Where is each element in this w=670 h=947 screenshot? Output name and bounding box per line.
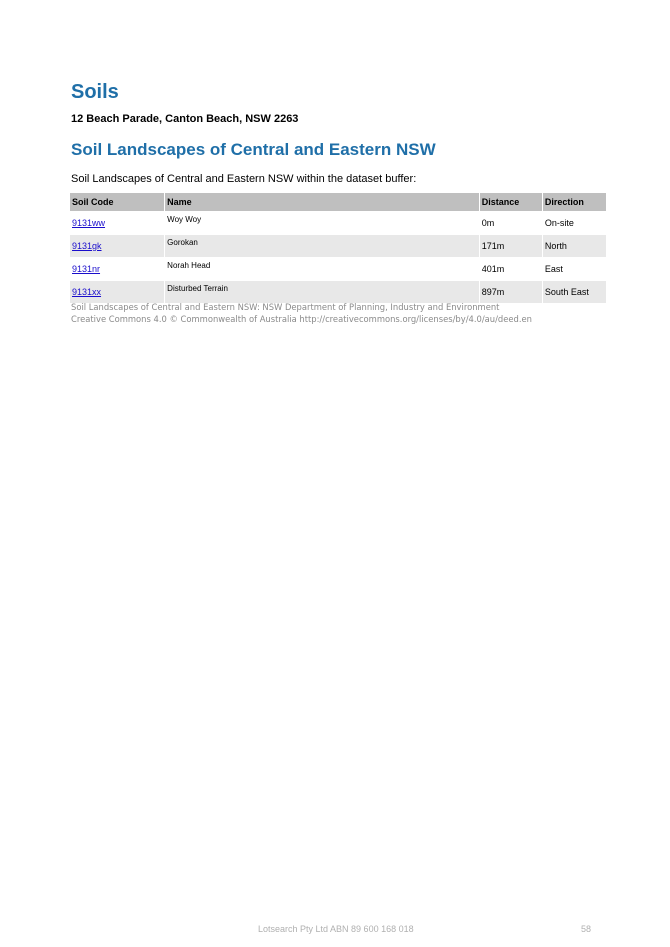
section-intro: Soil Landscapes of Central and Eastern NSW within the dataset buffer: (71, 173, 417, 185)
table-row (70, 212, 606, 234)
distance-cell: 897m (480, 281, 542, 303)
soil-code-link[interactable]: 9131xx (72, 287, 102, 297)
direction-cell: East (543, 258, 606, 280)
soil-code-link[interactable]: 9131gk (72, 241, 102, 251)
direction-cell: On-site (543, 212, 606, 234)
soil-name-cell: Gorokan (165, 235, 479, 257)
license-attribution: Creative Commons 4.0 © Commonwealth of Australia http://creativecommons.org/licenses/by/4.0/au/deed.en (71, 314, 532, 324)
table-row (70, 235, 606, 257)
distance-cell: 401m (480, 258, 542, 280)
table-row (70, 258, 606, 280)
soil-name-cell: Norah Head (165, 258, 479, 280)
site-address: 12 Beach Parade, Canton Beach, NSW 2263 (71, 113, 299, 125)
soil-code-cell (70, 212, 164, 234)
table-header-row (70, 193, 606, 211)
data-source-note (71, 301, 532, 325)
section-title: Soil Landscapes of Central and Eastern NSW (71, 140, 436, 159)
soil-code-link[interactable]: 9131ww (72, 218, 106, 228)
soil-code-cell (70, 235, 164, 257)
column-header-direction: Direction (543, 193, 606, 211)
soil-name-cell: Disturbed Terrain (165, 281, 479, 303)
page-title: Soils (71, 81, 119, 103)
soil-code-link[interactable]: 9131nr (72, 264, 101, 274)
distance-cell: 171m (480, 235, 542, 257)
direction-cell: South East (543, 281, 606, 303)
source-attribution: Soil Landscapes of Central and Eastern NSW: NSW Department of Planning, Industry and Environment (71, 302, 500, 312)
soil-landscapes-table (69, 192, 607, 304)
distance-cell: 0m (480, 212, 542, 234)
direction-cell: North (543, 235, 606, 257)
soil-name-cell: Woy Woy (165, 212, 479, 234)
column-header-soil-code: Soil Code (70, 193, 164, 211)
table-row (70, 281, 606, 303)
column-header-distance: Distance (480, 193, 542, 211)
footer-company: Lotsearch Pty Ltd ABN 89 600 168 018 (258, 924, 414, 934)
soil-code-cell (70, 281, 164, 303)
page-number: 58 (581, 924, 592, 934)
column-header-name: Name (165, 193, 479, 211)
soil-code-cell (70, 258, 164, 280)
